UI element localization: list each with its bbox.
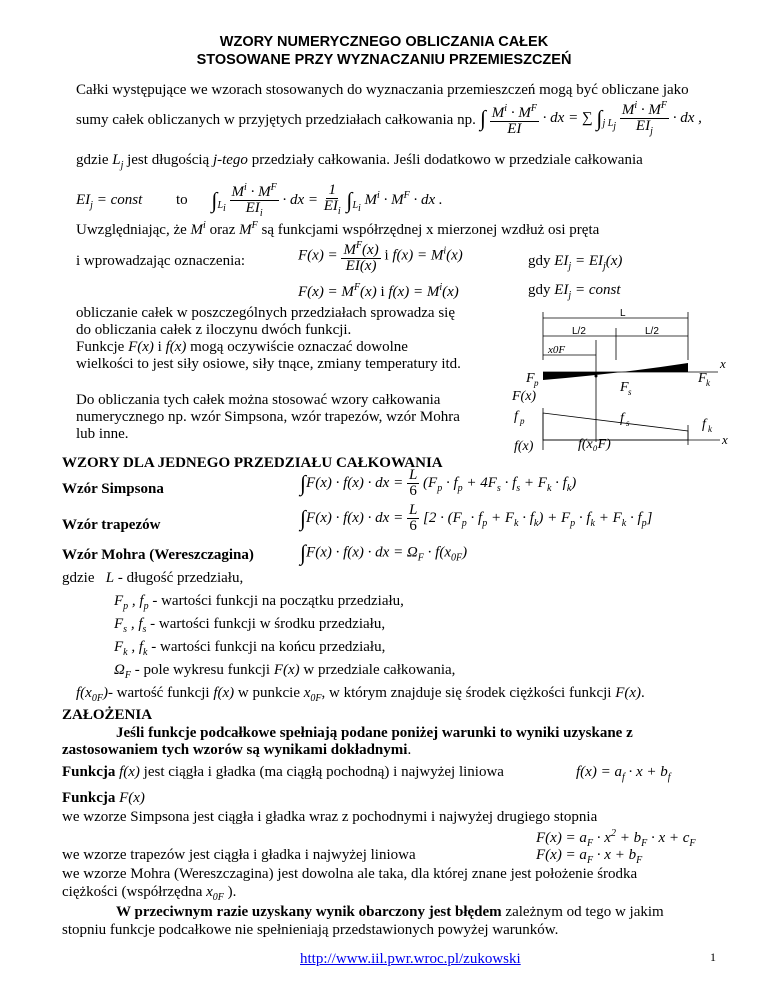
label-fx: f(x) — [514, 439, 534, 454]
para1-line-3: Funkcje F(x) i f(x) mogą oczywiście oznaczać dowolne — [76, 339, 408, 355]
linear-f-formula: $f(x) = a_f \cdot x + b_f$ — [576, 764, 671, 783]
zalozenia-line-2: zastosowaniem tych wzorów są wynikami dokładnymi. — [62, 742, 412, 758]
label-fs-sub: s — [626, 418, 630, 428]
para1-line-2: do obliczania całek z iloczynu dwóch funkcji. — [76, 322, 352, 338]
formula-name-mohr: Wzór Mohra (Wereszczagina) — [62, 547, 254, 563]
label-x0F: x0F — [548, 344, 566, 356]
label-Fx: F(x) — [512, 389, 537, 404]
label-Fs-sub: s — [628, 387, 632, 397]
dim-L2-left: L/2 — [572, 326, 586, 337]
funkcja-F-heading: Funkcja F(x) — [62, 790, 145, 806]
label-fk: f — [702, 417, 706, 432]
label-fk-sub: k — [708, 424, 712, 434]
sum-formula: ∫ $\frac{M^i \cdot M^F}{EI}$ · dx = ∑ $\int_{j L_j}$ $\frac{M^i \cdot M^F}{EI_j}$ · dx , — [480, 100, 702, 137]
para1-line-1: obliczanie całek w poszczególnych przedziałach sprowadza się — [76, 305, 455, 321]
uwzgledniajac-line: Uwzględniając, że $M^i$ oraz $M^F$ są funkcjami współrzędnej x mierzonej wzdłuż osi pręta — [76, 220, 600, 238]
linear-F-formula: $F(x) = a_F \cdot x + b_F$ — [536, 847, 643, 866]
axis-x-top: x — [720, 356, 726, 371]
zalozenia-mohr: we wzorze Mohra (Wereszczagina) jest dowolna ale taka, dla której znane jest położenie środka — [62, 866, 638, 882]
zalozenia-line-1: Jeśli funkcje podcałkowe spełniają podane poniżej warunki to wyniki uzyskane z — [116, 725, 633, 741]
intro-line-1: Całki występujące we wzorach stosowanych do wyznaczania przemieszczeń mogą być obliczane jako — [76, 82, 689, 98]
label-Fk: F — [698, 371, 707, 386]
label-fp: f — [514, 409, 518, 424]
zalozenia-warning-2: stopniu funkcje podcałkowe nie spełnieniają przedstawionych powyżej warunków. — [62, 922, 559, 938]
zalozenia-mohr-2: ciężkości (współrzędna $x_{0F}$ ). — [62, 884, 237, 903]
wprowadzajac-label: i wprowadzając oznaczenia: — [76, 253, 246, 269]
def-p: $F_p$ , $f_p$ - wartości funkcji na początku przedziału, — [114, 593, 404, 612]
def-fx0F: $f(x_{0F})-$ wartość funkcji f(x) w punkcie $x_{0F}$, w którym znajduje się środek ciężkości funkcji F(x). — [76, 685, 645, 704]
para2-line-3: lub inne. — [76, 426, 129, 442]
formula-simpson: ∫F(x) · f(x) · dx = $\frac{L}{6}$ $(F_p \cdot f_p + 4F_s \cdot f_s + F_k \cdot f_k)$ — [300, 467, 577, 499]
zalozenia-warning-1: W przeciwnym razie uzyskany wynik obarczony jest błędem zależnym od tego w jakim — [116, 904, 664, 920]
para1-line-4: wielkości to jest siły osiowe, siły tnące, zmiany temperatury itd. — [76, 356, 461, 372]
function-diagram — [470, 300, 740, 460]
formula-name-simpson: Wzór Simpsona — [62, 481, 164, 497]
def-s: $F_s$ , $f_s$ - wartości funkcji w środku przedziału, — [114, 616, 386, 635]
zalozenia-simpson: we wzorze Simpsona jest ciągła i gładka wraz z pochodnymi i najwyżej drugiego stopnia — [62, 809, 598, 825]
formula-trapez: ∫F(x) · f(x) · dx = $\frac{L}{6}$ $[2 \cdot (F_p \cdot f_p + F_k \cdot f_k) + F_p \cdot f_k + F_k \cdot f_p]$ — [300, 502, 653, 534]
definition-1: F(x) = $\frac{M^F(x)}{EI(x)}$ i $f(x) = M^i(x)$ — [298, 240, 463, 274]
definition-2-cond: gdy $EI_j$ = const — [528, 282, 621, 301]
page-number: 1 — [710, 950, 716, 964]
label-Fp: F — [526, 371, 535, 386]
footer-link[interactable]: http://www.iil.pwr.wroc.pl/zukowski — [300, 951, 521, 967]
definition-2: $F(x) = M^F(x)$ i $f(x) = M^i(x)$ — [298, 282, 459, 300]
zalozenia-trapez: we wzorze trapezów jest ciągła i gładka i najwyżej liniowa — [62, 847, 416, 863]
intro-line-2: sumy całek obliczanych w przyjętych przedziałach całkowania np. — [76, 112, 476, 128]
formula-mohr: ∫F(x) · f(x) · dx = $\Omega_F \cdot f(x_{0F})$ — [300, 540, 468, 565]
label-Fk-sub: k — [706, 378, 710, 388]
section-heading-2: ZAŁOŻENIA — [62, 707, 153, 723]
title-line-2: STOSOWANE PRZY WYZNACZANIU PRZEMIESZCZEŃ — [196, 52, 572, 68]
label-fs: f — [620, 411, 624, 426]
ei-const-formula: $EI_j$ = const to $\int_{L_i}$ $\frac{M^i \cdot M^F}{EI_i}$ · dx = $\frac{1}{EI_i}$ $\int_{L_i}$ $M^i \cdot M^F$ · dx . — [76, 181, 443, 219]
def-k: $F_k$ , $f_k$ - wartości funkcji na końcu przedziału, — [114, 639, 386, 658]
axis-x-bottom: x — [722, 432, 728, 447]
label-Fs: F — [620, 380, 629, 395]
section-heading-1: WZORY DLA JEDNEGO PRZEDZIAŁU CAŁKOWANIA — [62, 455, 443, 471]
formula-name-trapez: Wzór trapezów — [62, 517, 161, 533]
intro-line-3: gdzie $L_j$ jest długością j-tego przedziały całkowania. Jeśli dodatkowo w przedziale całkowania — [76, 152, 643, 171]
para2-line-2: numerycznego np. wzór Simpsona, wzór trapezów, wzór Mohra — [76, 409, 460, 425]
quadratic-F-formula: $F(x) = a_F \cdot x^2 + b_F \cdot x + c_F$ — [536, 828, 696, 849]
label-fp-sub: p — [520, 416, 525, 426]
definition-1-cond: gdy $EI_j = EI_j(x)$ — [528, 253, 623, 272]
label-Fp-sub: p — [534, 378, 539, 388]
def-omega: $\Omega_F$ - pole wykresu funkcji F(x) w przedziale całkowania, — [114, 662, 456, 681]
def-L: gdzie L - długość przedziału, — [62, 570, 244, 586]
dim-L: L — [620, 308, 626, 319]
label-fx0F: f(x₀F) — [578, 437, 611, 452]
title-line-1: WZORY NUMERYCZNEGO OBLICZANIA CAŁEK — [219, 34, 549, 50]
para2-line-1: Do obliczania tych całek można stosować wzory całkowania — [76, 392, 441, 408]
dim-L2-right: L/2 — [645, 326, 659, 337]
zalozenia-line-3: Funkcja f(x) jest ciągła i gładka (ma ciągłą pochodną) i najwyżej liniowa — [62, 764, 504, 780]
